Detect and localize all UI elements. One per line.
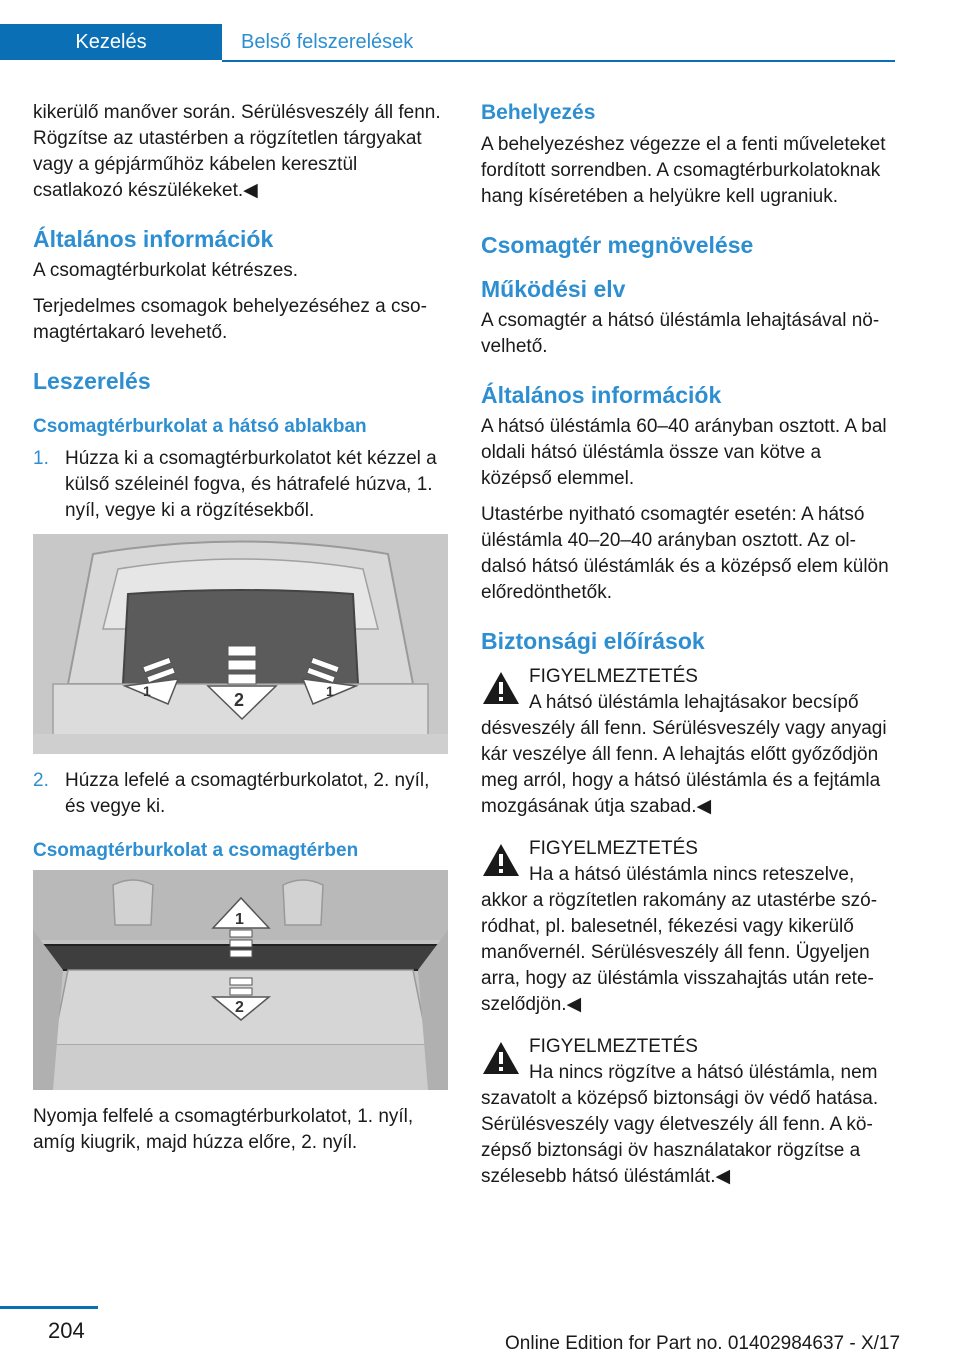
right-column bbox=[481, 100, 895, 1190]
warning-2-label: FIGYELMEZTETÉS bbox=[529, 838, 698, 859]
warning-3-text: szavatolt a középső biztonsági öv védő hatása. Sérülésveszély vagy életveszély áll fenn. A középső biztonsági öv használatakor rögzítse a szélesebb hátsó üléstámlát.◀ bbox=[481, 1088, 879, 1187]
heading-installation: Behelyezés bbox=[481, 101, 596, 124]
warning-triangle-icon bbox=[481, 842, 521, 878]
fig1-label-1b: 1 bbox=[326, 683, 334, 699]
page-number: 204 bbox=[48, 1318, 85, 1343]
header-bar bbox=[0, 24, 895, 64]
warning-1-line1: A hátsó üléstámla lehajtásakor becsípő bbox=[529, 692, 859, 713]
warning-triangle-icon bbox=[481, 670, 521, 706]
trunk-lid-illustration bbox=[33, 534, 448, 754]
left-column bbox=[33, 100, 449, 1166]
warning-1-text: désveszély áll fenn. Sérülésveszély vagy anyagi kár veszélye áll fenn. A lehajtás előtt győződjön meg arról, hogy a hátsó üléstámla és a fejtámla mozgásának útja szabad.◀ bbox=[481, 718, 887, 817]
warning-3-line1: Ha nincs rögzítve a hátsó üléstámla, nem bbox=[529, 1062, 878, 1083]
step-2-text: Húzza lefelé a csomagtérburkolatot, 2. nyíl, és vegye ki. bbox=[65, 770, 430, 817]
fig1-label-1a: 1 bbox=[143, 683, 151, 699]
warning-3 bbox=[481, 1034, 895, 1190]
step-1 bbox=[33, 446, 449, 524]
general-info-text-2: Terjedelmes csomagok behelyezéséhez a csomagtértakaró levehető. bbox=[33, 296, 427, 343]
general-info-text-1: A csomagtérburkolat kétrészes. bbox=[33, 260, 299, 281]
heading-general-info: Általános információk bbox=[33, 226, 274, 252]
heading-removal: Leszerelés bbox=[33, 368, 151, 394]
warning-2-line1: Ha a hátsó üléstámla nincs reteszelve, bbox=[529, 864, 855, 885]
heading-cover-in-trunk: Csomagtérburkolat a csomagtérben bbox=[33, 840, 359, 861]
warning-3-label: FIGYELMEZTETÉS bbox=[529, 1036, 698, 1057]
heading-enlarge-trunk: Csomagtér megnövelése bbox=[481, 232, 754, 258]
step-1-text: Húzza ki a csomagtérburkolatot két kézzel a külső széleinél fogva, és hátrafelé húzva, 1. nyíl, vegye ki a rögzítésekből. bbox=[65, 448, 437, 521]
general-info-right-text-1: A hátsó üléstámla 60–40 arányban osztott. A bal oldali hátsó üléstámla össze van kötve a középső elemmel. bbox=[481, 416, 887, 489]
figure-trunk-cover bbox=[33, 870, 448, 1090]
heading-principle: Működési elv bbox=[481, 276, 626, 302]
footer-edition: Online Edition for Part no. 01402984637 - X/17 bbox=[505, 1333, 901, 1354]
general-info-right-text-2: Utastérbe nyitható csomagtér esetén: A hátsó üléstámla 40–20–40 arányban osztott. Az oldalsó hátsó üléstámlák és a középső elem külön előredönthetők. bbox=[481, 504, 889, 603]
warning-1-label: FIGYELMEZTETÉS bbox=[529, 666, 698, 687]
principle-text: A csomagtér a hátsó üléstámla lehajtásával növelhető. bbox=[481, 310, 880, 357]
intro-paragraph: kikerülő manőver során. Sérülésveszély áll fenn. Rögzítse az utastérben a rögzítetlen tárgyakat vagy a gépjárműhöz kábelen keresztül csatlakozó készülékeket.◀ bbox=[33, 102, 441, 201]
tab-belso-felszerelesek[interactable]: Belső felszerelések bbox=[241, 30, 414, 53]
fig1-label-2: 2 bbox=[234, 690, 245, 710]
warning-2 bbox=[481, 836, 895, 1018]
step-2-number: 2. bbox=[33, 770, 49, 791]
tab-kezeles[interactable]: Kezelés bbox=[0, 24, 222, 60]
warning-triangle-icon bbox=[481, 1040, 521, 1076]
fig2-label-1: 1 bbox=[235, 911, 244, 928]
trunk-interior-illustration bbox=[33, 870, 448, 1090]
trunk-cover-text: Nyomja felfelé a csomagtérburkolatot, 1. nyíl, amíg kiugrik, majd húzza előre, 2. nyíl. bbox=[33, 1106, 414, 1153]
fig2-label-2: 2 bbox=[235, 999, 244, 1016]
step-1-number: 1. bbox=[33, 448, 49, 469]
heading-cover-rear-window: Csomagtérburkolat a hátsó ablakban bbox=[33, 416, 367, 437]
warning-2-text: akkor a rögzítetlen rakomány az utastérbe szóródhat, pl. balesetnél, fékezési vagy kikerülő manővernél. Sérülésveszély áll fenn. Ügyeljen arra, hogy az üléstámla visszahajtás után reteszelődjön.◀ bbox=[481, 890, 878, 1015]
header-rule bbox=[222, 60, 895, 62]
installation-text: A behelyezéshez végezze el a fenti műveleteket fordított sorrendben. A csomagtérburkolatoknak hang kíséretében a helyükre kell ugraniuk. bbox=[481, 134, 886, 207]
heading-safety: Biztonsági előírások bbox=[481, 628, 705, 654]
step-2 bbox=[33, 768, 449, 820]
warning-1 bbox=[481, 664, 895, 820]
heading-general-info-right: Általános információk bbox=[481, 382, 722, 408]
footer-rule bbox=[0, 1306, 98, 1309]
figure-rear-window-cover bbox=[33, 534, 448, 754]
